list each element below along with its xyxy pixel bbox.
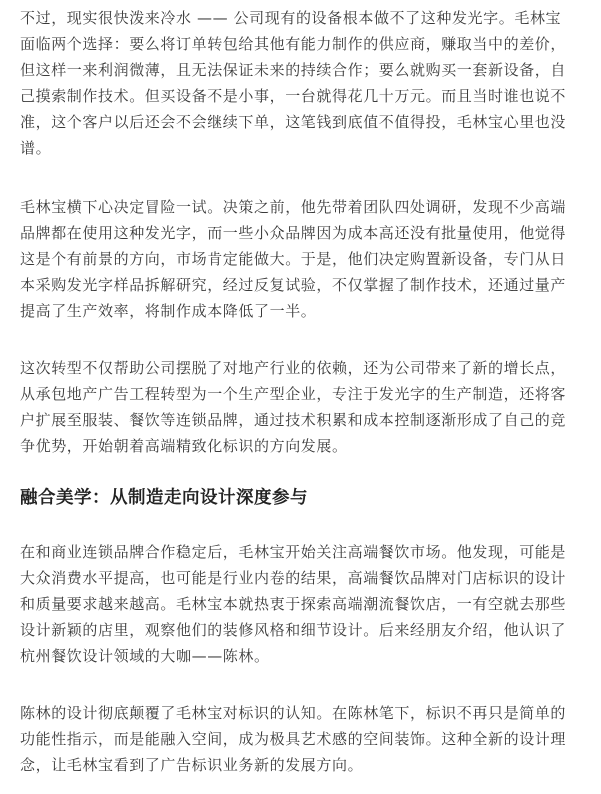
text-line: 毛林宝横下心决定冒险一试。决策之前，他先带着团队四处调研，发现不少高端 [20, 198, 567, 216]
paragraph-transformation [20, 355, 566, 459]
text-line: 户扩展至服装、餐饮等连锁品牌，通过技术积累和成本控制逐渐形成了自己的竞 [20, 411, 567, 429]
text-line: 在和商业连锁品牌合作稳定后，毛林宝开始关注高端餐饮市场。他发现，可能是 [20, 543, 567, 561]
paragraph-high-end-dining [20, 539, 566, 669]
text-line: 和质量要求越来越高。毛林宝本就热衷于探索高端潮流餐饮店，一有空就去那些 [20, 595, 567, 613]
text-line: 争优势，开始朝着高端精致化标识的方向发展。 [20, 437, 348, 455]
text-line: 准，这个客户以后还会不会继续下单，这笔钱到底值不值得投，毛林宝心里也没 [20, 113, 567, 131]
paragraph-equipment-dilemma [20, 5, 566, 161]
text-line: 这次转型不仅帮助公司摆脱了对地产行业的依赖，还为公司带来了新的增长点， [20, 359, 567, 377]
text-line: 大众消费水平提高，也可能是行业内卷的结果，高端餐饮品牌对门店标识的设计 [20, 569, 567, 587]
text-line: 不过，现实很快泼来冷水 —— 公司现有的设备根本做不了这种发光字。毛林宝 [20, 9, 562, 27]
text-line: 杭州餐饮设计领域的大咖——陈林。 [20, 647, 270, 665]
text-line: 念，让毛林宝看到了广告标识业务新的发展方向。 [20, 756, 364, 774]
text-line: 设计新颖的店里，观察他们的装修风格和细节设计。后来经朋友介绍，他认识了 [20, 621, 567, 639]
text-line: 面临两个选择：要么将订单转包给其他有能力制作的供应商，赚取当中的差价， [20, 35, 567, 53]
text-line: 这是个有前景的方向，市场肯定能做大。于是，他们决定购置新设备，专门从日 [20, 250, 567, 268]
section-heading: 融合美学：从制造走向设计深度参与 [20, 488, 308, 508]
text-line: 但这样一来利润微薄，且无法保证未来的持续合作；要么就购买一套新设备，自 [20, 61, 567, 79]
text-line: 功能性指示，而是能融入空间，成为极具艺术感的空间装饰。这种全新的设计理 [20, 730, 567, 748]
text-line: 本采购发光字样品拆解研究，经过反复试验，不仅掌握了制作技术，还通过量产 [20, 276, 567, 294]
paragraph-risk-decision [20, 194, 566, 324]
text-line: 己摸索制作技术。但买设备不是小事，一台就得花几十万元。而且当时谁也说不 [20, 87, 567, 105]
text-line: 品牌都在使用这种发光字，而一些小众品牌因为成本高还没有批量使用，他觉得 [20, 224, 567, 242]
text-line: 陈林的设计彻底颠覆了毛林宝对标识的认知。在陈林笔下，标识不再只是简单的 [20, 704, 567, 722]
text-line: 从承包地产广告工程转型为一个生产型企业，专注于发光字的生产制造，还将客 [20, 385, 567, 403]
paragraph-design-impact [20, 700, 566, 778]
text-line: 谱。 [20, 139, 52, 157]
text-line: 提高了生产效率，将制作成本降低了一半。 [20, 302, 317, 320]
